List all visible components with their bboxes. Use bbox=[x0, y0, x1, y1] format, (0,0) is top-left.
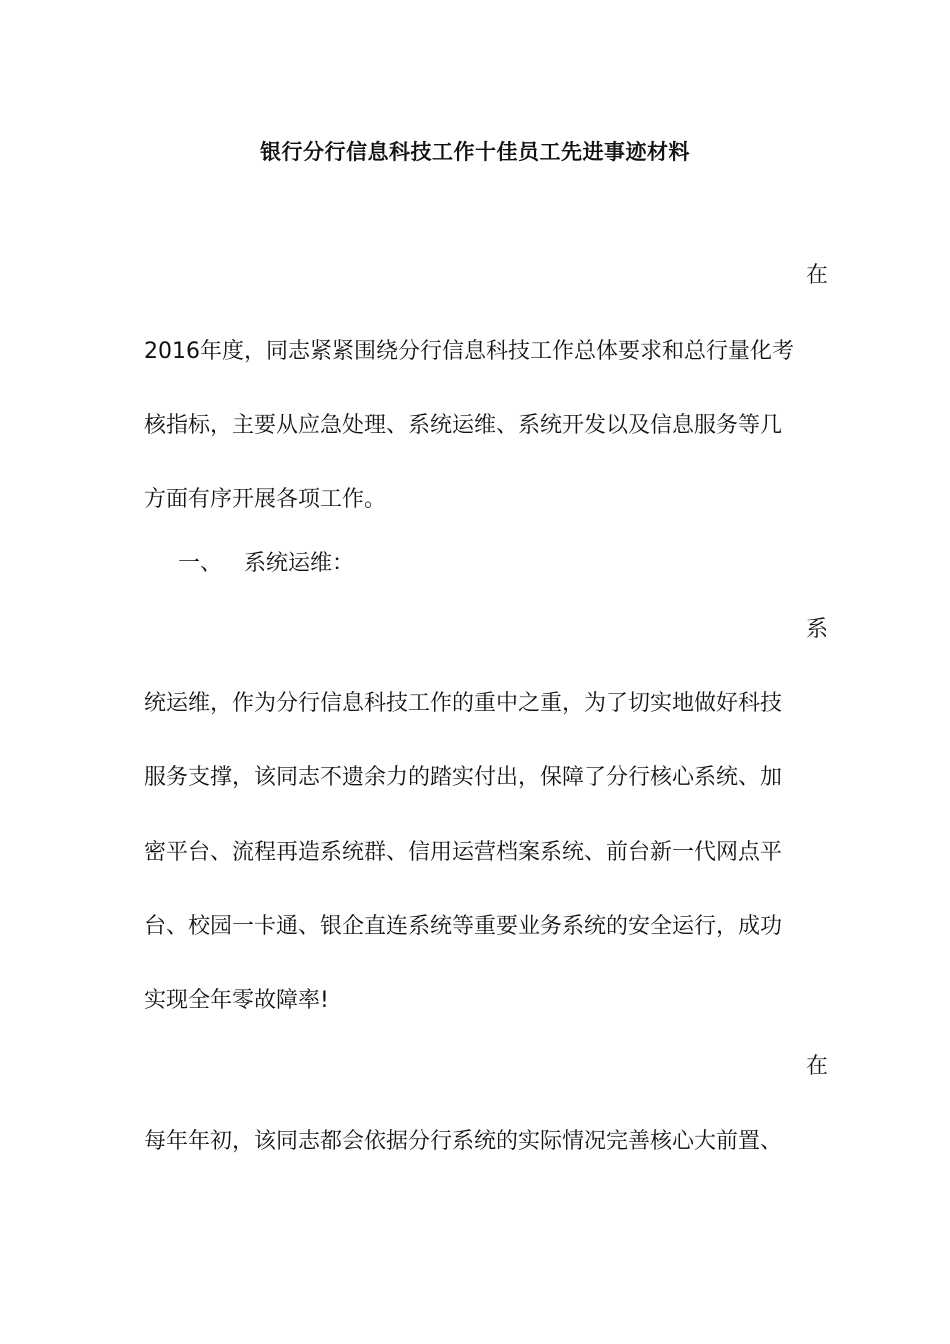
paragraph-lead-char: 在 bbox=[806, 263, 829, 288]
paragraph-line: 密平台、流程再造系统群、信用运营档案系统、前台新一代网点平 bbox=[144, 840, 783, 865]
section-heading-text: 系统运维： bbox=[244, 551, 355, 576]
paragraph-line: 实现全年零故障率! bbox=[144, 988, 329, 1013]
paragraph-line: 统运维，作为分行信息科技工作的重中之重，为了切实地做好科技 bbox=[144, 691, 783, 716]
paragraph-line: 2016年度，同志紧紧围绕分行信息科技工作总体要求和总行量化考 bbox=[144, 339, 794, 364]
paragraph-line: 方面有序开展各项工作。 bbox=[144, 487, 387, 512]
paragraph-line: 每年年初，该同志都会依据分行系统的实际情况完善核心大前置、 bbox=[144, 1129, 783, 1154]
section-number: 一、 bbox=[178, 551, 223, 576]
paragraph-lead-char: 系 bbox=[806, 617, 829, 642]
paragraph-line: 服务支撑，该同志不遗余力的踏实付出，保障了分行核心系统、加 bbox=[144, 765, 783, 790]
document-title: 银行分行信息科技工作十佳员工先进事迹材料 bbox=[260, 140, 690, 164]
paragraph-lead-char: 在 bbox=[806, 1054, 829, 1079]
section-heading bbox=[178, 549, 354, 579]
paragraph-line: 台、校园一卡通、银企直连系统等重要业务系统的安全运行，成功 bbox=[144, 914, 783, 939]
paragraph-line: 核指标，主要从应急处理、系统运维、系统开发以及信息服务等几 bbox=[144, 413, 783, 438]
